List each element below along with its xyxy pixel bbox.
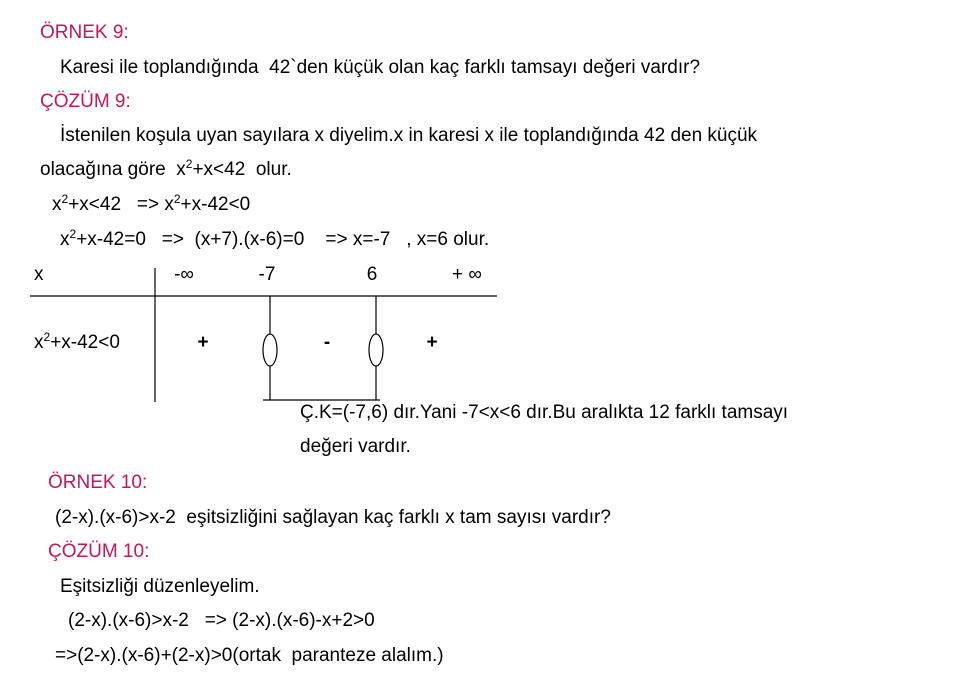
superscript: 2 xyxy=(69,227,77,241)
superscript: 2 xyxy=(61,192,69,206)
solution-9-title: ÇÖZÜM 9: xyxy=(40,91,131,112)
text-part: +x-42<0 xyxy=(50,332,120,353)
solution-10-line-1: Eşitsizliği düzenleyelim. xyxy=(60,576,260,597)
conclusion-9-line-2: değeri vardır. xyxy=(300,436,411,457)
superscript: 2 xyxy=(43,330,51,344)
sign-plus-right: + xyxy=(426,332,438,353)
table-point-6: 6 xyxy=(366,264,378,285)
example-10-question: (2-x).(x-6)>x-2 eşitsizliğini sağlayan kaç farklı x tam sayısı vardır? xyxy=(55,507,611,528)
conclusion-9-line-1: Ç.K=(-7,6) dır.Yani -7<x<6 dır.Bu aralıkta 12 farklı tamsayı xyxy=(300,402,789,423)
sign-plus-left: + xyxy=(197,332,209,353)
text-part: +x<42 => x xyxy=(68,194,174,215)
text-part: x xyxy=(52,194,62,215)
example-9-question: Karesi ile toplandığında 42`den küçük olan kaç farklı tamsayı değeri vardır? xyxy=(60,57,701,78)
text-part: x xyxy=(60,229,70,250)
table-point-plus-infinity: + ∞ xyxy=(452,264,482,285)
sign-minus-middle: - xyxy=(323,332,331,353)
solution-10-title: ÇÖZÜM 10: xyxy=(48,541,150,562)
solution-10-line-2: (2-x).(x-6)>x-2 => (2-x).(x-6)-x+2>0 xyxy=(68,610,375,631)
superscript: 2 xyxy=(173,192,181,206)
table-point-minus-infinity: -∞ xyxy=(174,264,194,285)
table-row-label xyxy=(34,332,120,354)
open-circle-right xyxy=(369,334,383,366)
example-9-title: ÖRNEK 9: xyxy=(40,22,129,43)
table-header-x: x xyxy=(34,264,44,285)
text-part: +x<42 olur. xyxy=(192,159,292,180)
text-part: x xyxy=(34,332,44,353)
text-part: +x-42<0 xyxy=(180,194,251,215)
text-part: +x-42=0 => (x+7).(x-6)=0 => x=-7 , x=6 olur. xyxy=(76,229,490,250)
example-10-title: ÖRNEK 10: xyxy=(48,472,148,493)
solution-9-line-1: İstenilen koşula uyan sayılara x diyelim.x in karesi x ile toplandığında 42 den küçük xyxy=(60,125,758,146)
text-part: olacağına göre x xyxy=(40,159,186,180)
superscript: 2 xyxy=(185,157,193,171)
open-circle-left xyxy=(263,334,277,366)
table-point-minus-7: -7 xyxy=(258,264,276,285)
solution-10-line-3: =>(2-x).(x-6)+(2-x)>0(ortak paranteze alalım.) xyxy=(55,645,444,666)
